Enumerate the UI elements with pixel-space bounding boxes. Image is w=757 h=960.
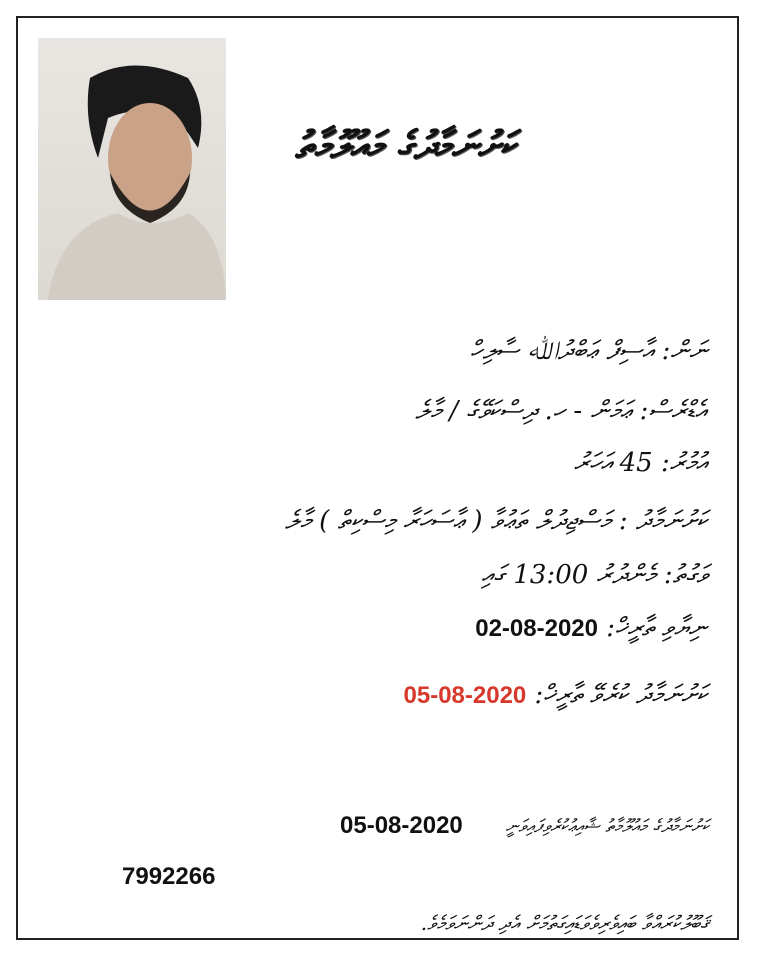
- person-silhouette-icon: [38, 38, 226, 300]
- funeral-time-suffix: ގައި: [481, 560, 506, 590]
- death-date-row: [475, 613, 707, 644]
- funeral-time-label: ވަގުތު: މެންދުރު: [596, 560, 707, 590]
- announcement-card: [16, 16, 739, 940]
- deceased-age: އުމުރު: 45 އަހަރު: [573, 448, 707, 478]
- page-title: ކަށުނަމާދުގެ މައުލޫމާތު: [294, 122, 515, 167]
- funeral-date-label: ކަށުނަމާދު ކުރެވޭ ތާރީޚް:: [534, 680, 707, 710]
- death-date-label: ނިޔާވި ތާރީޚް:: [606, 613, 707, 643]
- deceased-name: ނަން: އާސިފް ޢަބްދުﷲ ސާލިހް: [470, 336, 707, 366]
- funeral-date: 05-08-2020: [403, 682, 527, 709]
- deceased-address: އެޑްރެސް: ޢަމަން - ހ. ދިސްކަވޭގެ / މާލެ: [415, 396, 707, 426]
- portrait-photo: [38, 38, 226, 300]
- funeral-time: [481, 560, 707, 591]
- funeral-time-value: 13:00: [513, 560, 589, 590]
- contact-phone: 7992266: [122, 863, 216, 890]
- funeral-location: ކަށުނަމާދު : މަސްޖިދުލް ތަޢުވާ ( ޢާސަހަރާ މިސްކިތް ) މާލެ: [285, 506, 707, 536]
- death-date: 02-08-2020: [475, 615, 598, 642]
- funeral-date-row: [404, 680, 707, 711]
- publisher-line: ކަށުނަމާދުގެ މައުލޫމާތު ޝާއިޢުކުރެވިފައިވަނީ: [505, 816, 709, 837]
- published-date: 05-08-2020: [340, 812, 463, 839]
- footer-note: ޤަބޫލުކުރައްވާ ބައިވެރިވެވަޑައިގަތުމަށް އެދި ދަންނަވަމެވެ.: [420, 911, 709, 935]
